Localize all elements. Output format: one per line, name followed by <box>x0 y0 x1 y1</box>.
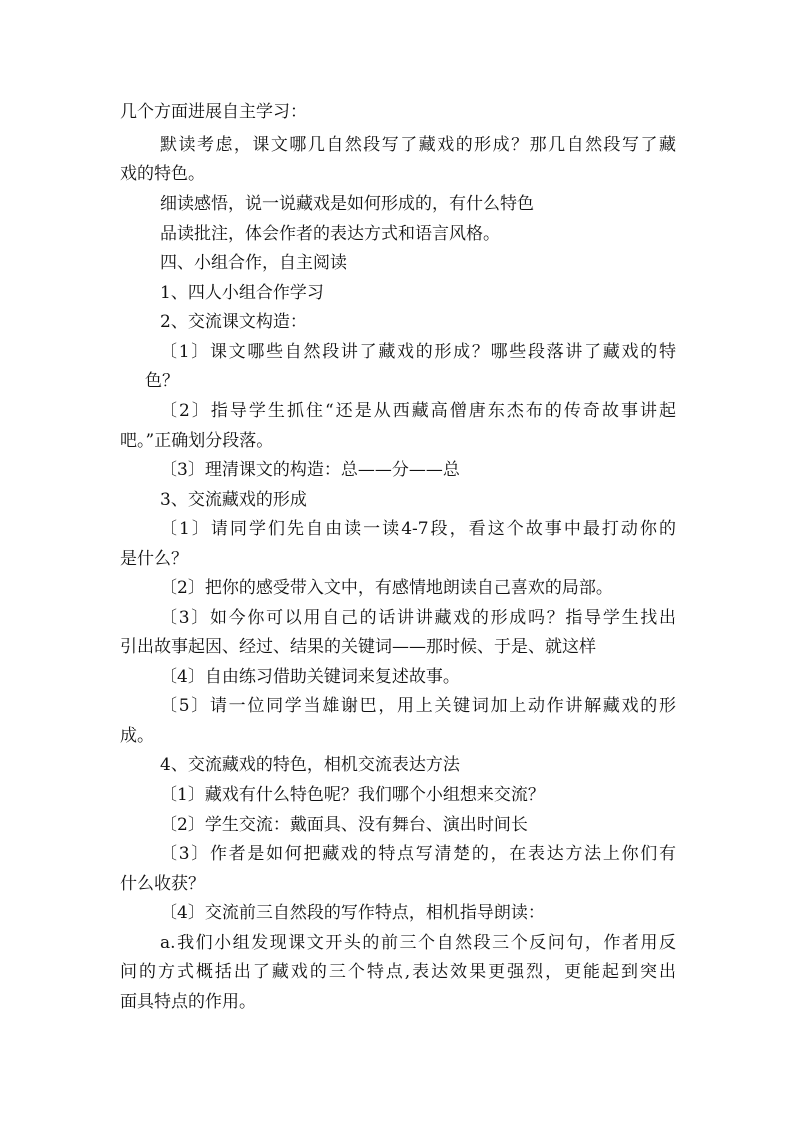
text-line-21: 〔5〕请一位同学当雄谢巴，用上关键词加上动作讲解藏戏的形 <box>160 696 676 716</box>
text-line-24: 〔1〕藏戏有什么特色呢？我们哪个小组想来交流？ <box>160 785 545 805</box>
text-line-17: 〔2〕把你的感受带入文中，有感情地朗读自己喜欢的局部。 <box>160 578 613 598</box>
text-line-1: 几个方面进展自主学习： <box>120 102 307 122</box>
text-line-13: 〔3〕理清课文的构造：总——分——总 <box>160 460 460 480</box>
text-line-16: 是什么？ <box>120 549 188 569</box>
text-line-19: 引出故事起因、经过、结果的关键词——那时候、于是、就这样 <box>120 637 596 657</box>
text-line-3: 戏的特色。 <box>120 164 205 184</box>
text-line-25: 〔2〕学生交流：戴面具、没有舞台、演出时间长 <box>160 815 528 835</box>
text-line-4: 细读感悟，说一说藏戏是如何形成的，有什么特色 <box>160 194 534 214</box>
section-heading-4: 四、小组合作，自主阅读 <box>160 253 347 273</box>
text-line-7: 1、四人小组合作学习 <box>160 283 324 303</box>
text-line-15: 〔1〕请同学们先自由读一读4-7段，看这个故事中最打动你的 <box>160 519 676 539</box>
text-line-30: 问的方式概括出了藏戏的三个特点,表达效果更强烈，更能起到突出 <box>120 962 676 982</box>
text-line-29: a.我们小组发现课文开头的前三个自然段三个反问句，作者用反 <box>160 933 676 953</box>
text-line-8: 2、交流课文构造： <box>160 312 307 332</box>
text-line-27: 什么收获？ <box>120 874 205 894</box>
text-line-10: 色？ <box>145 371 179 391</box>
text-line-28: 〔4〕交流前三自然段的写作特点，相机指导朗读： <box>160 903 545 923</box>
text-line-11: 〔2〕指导学生抓住“还是从西藏高僧唐东杰布的传奇故事讲起 <box>160 401 676 421</box>
text-line-9: 〔1〕课文哪些自然段讲了藏戏的形成？哪些段落讲了藏戏的特 <box>160 342 676 362</box>
text-line-22: 成。 <box>120 726 154 746</box>
text-line-23: 4、交流藏戏的特色，相机交流表达方法 <box>160 755 460 775</box>
text-line-14: 3、交流藏戏的形成 <box>160 490 307 510</box>
text-line-18: 〔3〕如今你可以用自己的话讲讲藏戏的形成吗？指导学生找出 <box>160 608 676 628</box>
text-line-20: 〔4〕自由练习借助关键词来复述故事。 <box>160 667 460 687</box>
text-line-31: 面具特点的作用。 <box>120 992 256 1012</box>
text-line-2: 默读考虑，课文哪几自然段写了藏戏的形成？那几自然段写了藏 <box>160 135 676 155</box>
text-line-26: 〔3〕作者是如何把藏戏的特点写清楚的，在表达方法上你们有 <box>160 844 676 864</box>
text-line-5: 品读批注，体会作者的表达方式和语言风格。 <box>160 224 500 244</box>
text-line-12: 吧。”正确划分段落。 <box>120 431 274 451</box>
